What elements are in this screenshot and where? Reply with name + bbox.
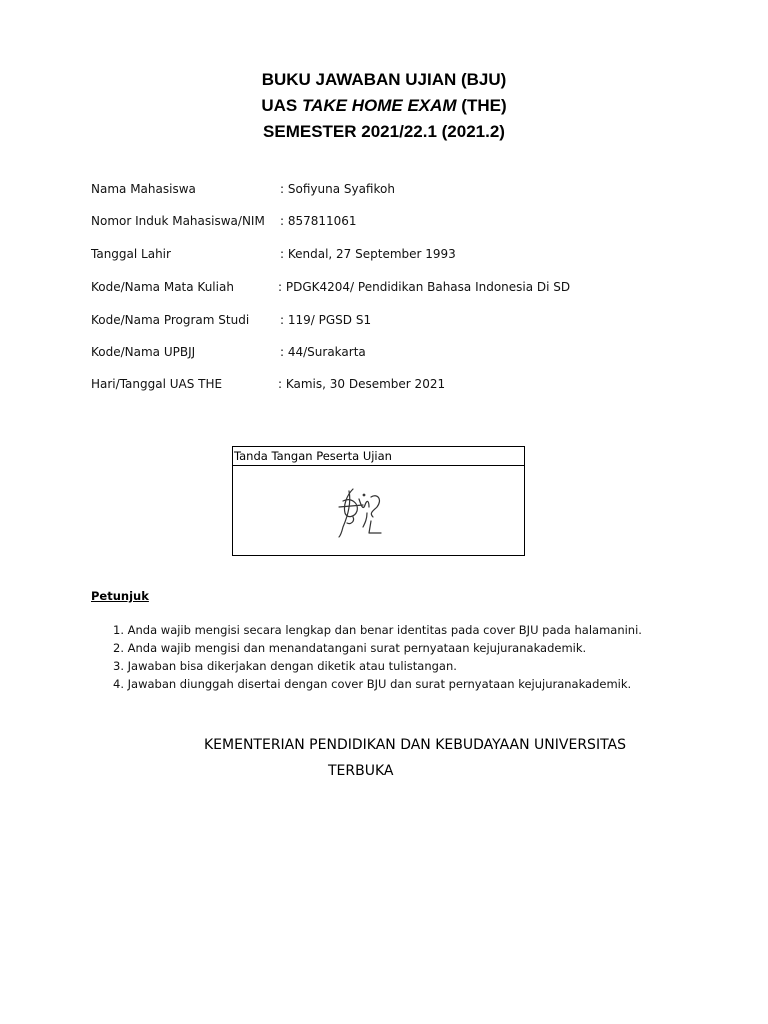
institution-name-line1: KEMENTERIAN PENDIDIKAN DAN KEBUDAYAAN UNIVERSITAS	[204, 737, 627, 753]
instructions-list	[113, 621, 642, 693]
info-label: Nomor Induk Mahasiswa/NIM	[91, 214, 265, 228]
info-value: : Sofiyuna Syafikoh	[280, 182, 395, 196]
exam-type-prefix: UAS	[261, 96, 302, 115]
info-label: Kode/Nama Program Studi	[91, 313, 250, 327]
info-label: Nama Mahasiswa	[91, 182, 196, 196]
info-value: : 44/Surakarta	[280, 345, 366, 359]
info-value: : Kamis, 30 Desember 2021	[278, 377, 446, 391]
instructions-heading: Petunjuk	[91, 589, 149, 603]
institution-name-line2: TERBUKA	[328, 763, 394, 779]
instruction-item: 1. Anda wajib mengisi secara lengkap dan benar identitas pada cover BJU pada halamanini.	[113, 623, 642, 637]
info-label: Tanggal Lahir	[91, 247, 171, 261]
signature-image	[333, 483, 393, 543]
info-value: : PDGK4204/ Pendidikan Bahasa Indonesia Di SD	[278, 280, 571, 294]
semester-line: SEMESTER 2021/22.1 (2021.2)	[263, 122, 505, 141]
signature-heading: Tanda Tangan Peserta Ujian	[233, 447, 524, 466]
info-label: Hari/Tanggal UAS THE	[91, 377, 223, 391]
exam-type-italic: TAKE HOME EXAM	[302, 96, 457, 115]
document-title: BUKU JAWABAN UJIAN (BJU)	[261, 70, 507, 89]
info-value: : 857811061	[280, 214, 357, 228]
info-label: Kode/Nama UPBJJ	[91, 345, 196, 359]
info-value: : Kendal, 27 September 1993	[280, 247, 456, 261]
exam-type-line	[0, 93, 768, 119]
instruction-item: 4. Jawaban diunggah disertai dengan cover BJU dan surat pernyataan kejujuranakademik.	[113, 677, 632, 691]
signature-box	[232, 446, 525, 556]
instruction-item: 2. Anda wajib mengisi dan menandatangani surat pernyataan kejujuranakademik.	[113, 641, 587, 655]
exam-type-suffix: (THE)	[456, 96, 507, 115]
instruction-item: 3. Jawaban bisa dikerjakan dengan diketik atau tulistangan.	[113, 659, 457, 673]
info-value: : 119/ PGSD S1	[280, 313, 372, 327]
info-label: Kode/Nama Mata Kuliah	[91, 280, 234, 294]
